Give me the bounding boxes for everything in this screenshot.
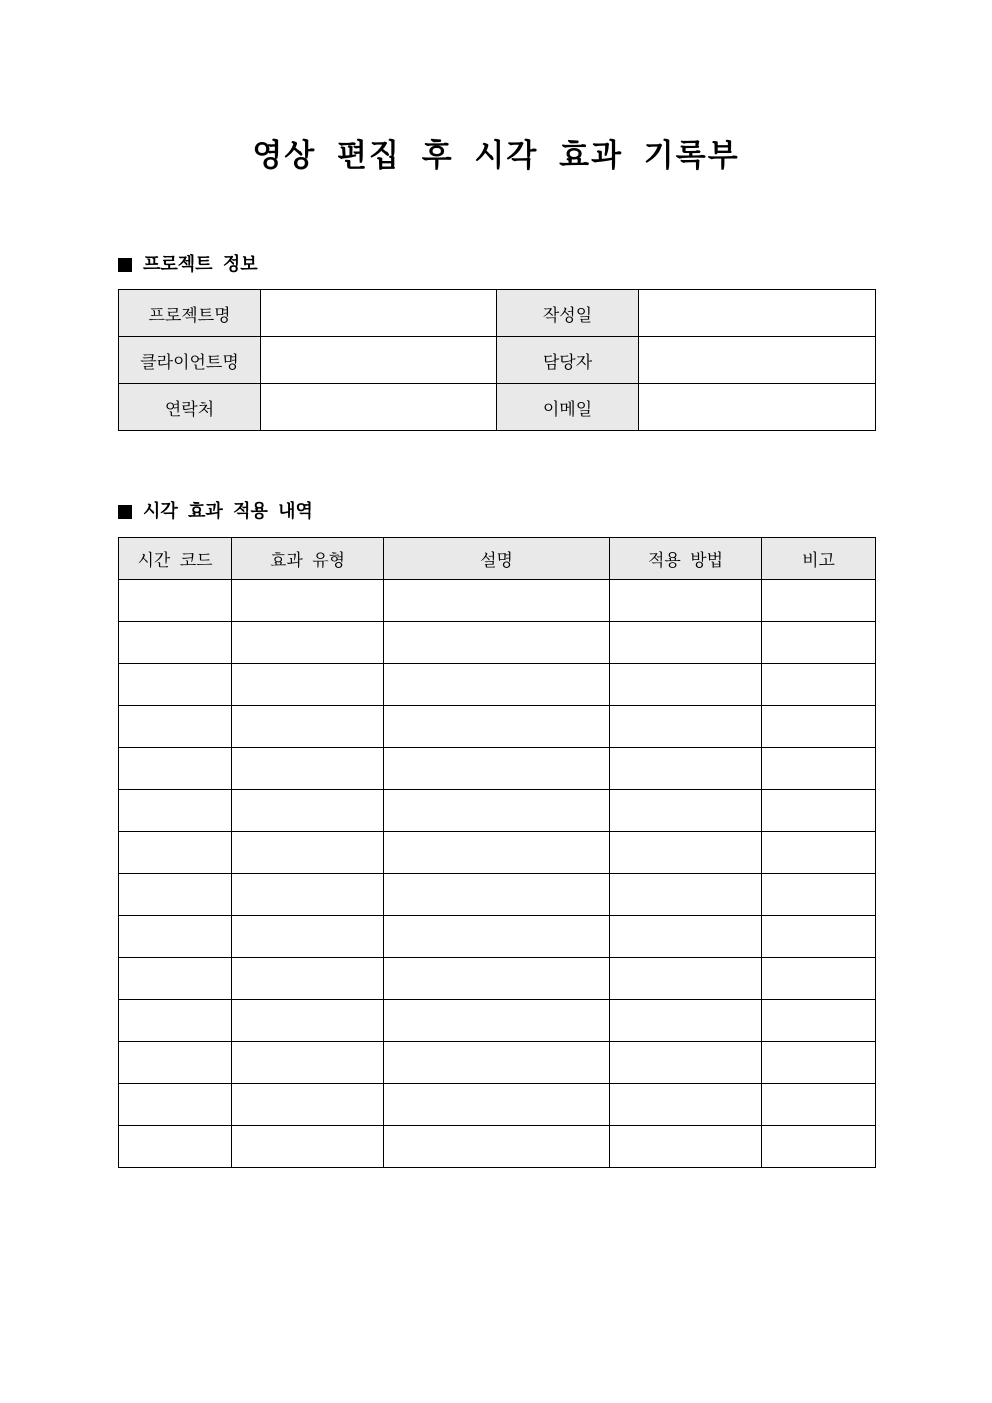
- timecode-cell[interactable]: [119, 622, 232, 664]
- effect-type-cell[interactable]: [232, 958, 384, 1000]
- column-header-notes: 비고: [762, 538, 876, 580]
- table-row: [119, 580, 876, 622]
- notes-cell[interactable]: [762, 664, 876, 706]
- notes-cell[interactable]: [762, 748, 876, 790]
- project-info-heading: [118, 252, 258, 278]
- timecode-cell[interactable]: [119, 1042, 232, 1084]
- effect-type-cell[interactable]: [232, 664, 384, 706]
- column-header-method: 적용 방법: [610, 538, 762, 580]
- timecode-cell[interactable]: [119, 916, 232, 958]
- method-cell[interactable]: [610, 916, 762, 958]
- client-name-label: 클라이언트명: [119, 337, 261, 384]
- effect-type-cell[interactable]: [232, 1126, 384, 1168]
- column-header-timecode: 시간 코드: [119, 538, 232, 580]
- method-cell[interactable]: [610, 580, 762, 622]
- description-cell[interactable]: [384, 832, 610, 874]
- project-name-label: 프로젝트명: [119, 290, 261, 337]
- timecode-cell[interactable]: [119, 790, 232, 832]
- document-title: 영상 편집 후 시각 효과 기록부: [252, 138, 740, 174]
- timecode-cell[interactable]: [119, 958, 232, 1000]
- square-bullet-icon: [118, 505, 132, 519]
- table-row: [119, 916, 876, 958]
- notes-cell[interactable]: [762, 1084, 876, 1126]
- method-cell[interactable]: [610, 1000, 762, 1042]
- contact-label: 연락처: [119, 384, 261, 431]
- table-row: [119, 832, 876, 874]
- effect-type-cell[interactable]: [232, 1000, 384, 1042]
- notes-cell[interactable]: [762, 580, 876, 622]
- email-field[interactable]: [639, 384, 876, 431]
- description-cell[interactable]: [384, 664, 610, 706]
- timecode-cell[interactable]: [119, 748, 232, 790]
- method-cell[interactable]: [610, 1126, 762, 1168]
- effect-type-cell[interactable]: [232, 622, 384, 664]
- project-info-table: [118, 289, 876, 431]
- project-info-row: [119, 337, 876, 384]
- effect-type-cell[interactable]: [232, 706, 384, 748]
- notes-cell[interactable]: [762, 790, 876, 832]
- timecode-cell[interactable]: [119, 1084, 232, 1126]
- method-cell[interactable]: [610, 1084, 762, 1126]
- client-name-field[interactable]: [261, 337, 497, 384]
- notes-cell[interactable]: [762, 706, 876, 748]
- effect-type-cell[interactable]: [232, 1084, 384, 1126]
- timecode-cell[interactable]: [119, 1000, 232, 1042]
- table-row: [119, 958, 876, 1000]
- timecode-cell[interactable]: [119, 580, 232, 622]
- timecode-cell[interactable]: [119, 1126, 232, 1168]
- method-cell[interactable]: [610, 1042, 762, 1084]
- effect-type-cell[interactable]: [232, 748, 384, 790]
- description-cell[interactable]: [384, 622, 610, 664]
- timecode-cell[interactable]: [119, 832, 232, 874]
- created-date-label: 작성일: [497, 290, 639, 337]
- description-cell[interactable]: [384, 790, 610, 832]
- effect-type-cell[interactable]: [232, 580, 384, 622]
- notes-cell[interactable]: [762, 1126, 876, 1168]
- table-row: [119, 622, 876, 664]
- method-cell[interactable]: [610, 706, 762, 748]
- notes-cell[interactable]: [762, 622, 876, 664]
- table-row: [119, 748, 876, 790]
- description-cell[interactable]: [384, 580, 610, 622]
- effects-header-row: [119, 538, 876, 580]
- table-row: [119, 706, 876, 748]
- manager-field[interactable]: [639, 337, 876, 384]
- notes-cell[interactable]: [762, 916, 876, 958]
- method-cell[interactable]: [610, 748, 762, 790]
- timecode-cell[interactable]: [119, 706, 232, 748]
- table-row: [119, 790, 876, 832]
- method-cell[interactable]: [610, 958, 762, 1000]
- method-cell[interactable]: [610, 664, 762, 706]
- effects-table: [118, 537, 876, 1168]
- project-name-field[interactable]: [261, 290, 497, 337]
- notes-cell[interactable]: [762, 958, 876, 1000]
- effects-heading: [118, 499, 313, 525]
- manager-label: 담당자: [497, 337, 639, 384]
- effect-type-cell[interactable]: [232, 916, 384, 958]
- effect-type-cell[interactable]: [232, 1042, 384, 1084]
- effect-type-cell[interactable]: [232, 832, 384, 874]
- project-info-row: [119, 290, 876, 337]
- method-cell[interactable]: [610, 832, 762, 874]
- column-header-effect-type: 효과 유형: [232, 538, 384, 580]
- column-header-description: 설명: [384, 538, 610, 580]
- project-info-heading-text: 프로젝트 정보: [143, 254, 258, 275]
- description-cell[interactable]: [384, 958, 610, 1000]
- description-cell[interactable]: [384, 874, 610, 916]
- created-date-field[interactable]: [639, 290, 876, 337]
- description-cell[interactable]: [384, 1042, 610, 1084]
- description-cell[interactable]: [384, 916, 610, 958]
- effect-type-cell[interactable]: [232, 790, 384, 832]
- notes-cell[interactable]: [762, 1000, 876, 1042]
- description-cell[interactable]: [384, 1126, 610, 1168]
- table-row: [119, 1126, 876, 1168]
- effects-heading-text: 시각 효과 적용 내역: [143, 501, 313, 522]
- notes-cell[interactable]: [762, 1042, 876, 1084]
- effects-body: [119, 580, 876, 1168]
- notes-cell[interactable]: [762, 832, 876, 874]
- description-cell[interactable]: [384, 748, 610, 790]
- timecode-cell[interactable]: [119, 874, 232, 916]
- method-cell[interactable]: [610, 790, 762, 832]
- square-bullet-icon: [118, 258, 132, 272]
- description-cell[interactable]: [384, 706, 610, 748]
- method-cell[interactable]: [610, 874, 762, 916]
- effect-type-cell[interactable]: [232, 874, 384, 916]
- contact-field[interactable]: [261, 384, 497, 431]
- notes-cell[interactable]: [762, 874, 876, 916]
- table-row: [119, 874, 876, 916]
- project-info-row: [119, 384, 876, 431]
- description-cell[interactable]: [384, 1000, 610, 1042]
- timecode-cell[interactable]: [119, 664, 232, 706]
- table-row: [119, 1000, 876, 1042]
- table-row: [119, 1042, 876, 1084]
- table-row: [119, 664, 876, 706]
- table-row: [119, 1084, 876, 1126]
- method-cell[interactable]: [610, 622, 762, 664]
- description-cell[interactable]: [384, 1084, 610, 1126]
- email-label: 이메일: [497, 384, 639, 431]
